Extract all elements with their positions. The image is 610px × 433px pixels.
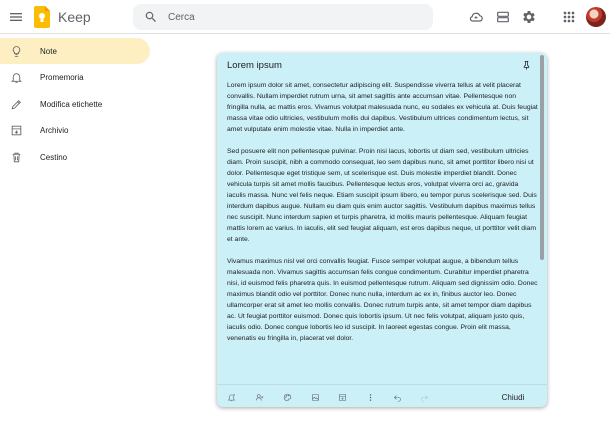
sidebar-item-note[interactable] xyxy=(0,38,150,64)
note-paragraph: Sed posuere elit non pellentesque pulvinar. Proin nisi lacus, lobortis ut diam sed, vestibulum ultricies diam. Proin suscipit, nibh a commodo consequat, leo sem dapibus nunc, sit amet porttitor libero nisi ut dolor. Pellentesque eget tristique sem, ut scelerisque est. Duis molestie imperdiet blandit. Donec vehicula turpis sit amet mollis faucibus. Pellentesque lectus eros, volutpat viverra orci ac, gravida iaculis massa. Nunc vel felis neque. Etiam suscipit ipsum libero, eu tempor purus scelerisque sed. Duis interdum dapibus augue. Nullam eu diam quis enim auctor sagittis. Vestibulum dapibus maximus tellus nec suscipit. Nunc interdum sapien et turpis pharetra, id mollis mauris pellentesque. Aliquam feugiat mattis lorem ac varius. In iaculis, elit sed feugiat aliquam, est eros dapibus neque, ut porttitor velit diam et ante. xyxy=(227,148,537,243)
sidebar-item-label: Promemoria xyxy=(40,73,84,82)
redo-icon[interactable] xyxy=(417,390,431,404)
note-title[interactable]: Lorem ipsum xyxy=(227,60,282,71)
sidebar-item-label: Cestino xyxy=(40,152,68,162)
pencil-icon xyxy=(10,98,23,111)
search-icon[interactable] xyxy=(144,10,158,24)
archive-icon xyxy=(10,124,23,137)
image-icon[interactable] xyxy=(308,390,322,404)
scrollbar-thumb[interactable] xyxy=(540,55,544,260)
keep-logo xyxy=(33,6,51,28)
note-paragraph: Lorem ipsum dolor sit amet, consectetur adipiscing elit. Suspendisse viverra tellus at velit placerat convallis. Nullam imperdiet rutrum urna, sit amet sagittis ante accumsan vitae. Pellentesque non fringilla nulla, ac mattis eros. Vivamus volutpat malesuada nunc, eu sodales ex vehicula at. Duis feugiat massa vitae odio ultricies, vestibulum mollis dui dapibus. Vestibulum ultrices condimentum lectus, sit amet vulputate enim molestie vitae. Nulla in imperdiet ante. xyxy=(227,82,538,133)
top-bar xyxy=(0,0,610,34)
sidebar-item-promemoria[interactable] xyxy=(0,65,150,91)
avatar[interactable] xyxy=(586,7,606,27)
note-editor xyxy=(217,53,547,407)
sidebar-item-cestino[interactable] xyxy=(0,144,150,170)
apps-grid-icon[interactable] xyxy=(557,5,581,29)
note-scrollbar[interactable] xyxy=(540,55,544,385)
close-button[interactable]: Chiudi xyxy=(501,392,525,402)
sidebar-item-label: Note xyxy=(40,46,57,56)
note-toolbar xyxy=(217,384,547,407)
palette-icon[interactable] xyxy=(280,390,294,404)
archive-icon[interactable] xyxy=(335,390,349,404)
list-view-icon[interactable] xyxy=(491,5,515,29)
reminder-bell-icon[interactable] xyxy=(224,390,238,404)
lightbulb-icon xyxy=(10,45,23,58)
more-vert-icon[interactable] xyxy=(363,390,377,404)
note-paragraph: Vivamus maximus nisl vel orci convallis feugiat. Fusce semper volutpat augue, a bibendum tellus malesuada non. Vivamus sagittis accumsan felis congue condimentum. Curabitur imperdiet pharetra nisi, id euismod felis pharetra quis. In euismod pellentesque rutrum. Aliquam sed dignissim odio. Donec maximus blandit odio vel porttitor. Donec nunc nulla, interdum ac ex in, finibus auctor leo. Donec ullamcorper erat sit amet leo mollis convallis. Donec rutrum turpis ante, sit amet tempor diam dapibus ac. Ut feugiat porttitor euismod. Donec quis lobortis ipsum. Ut nec felis volutpat, aliquam justo quis, iaculis odio. Donec congue lobortis leo id suscipit. In laoreet egestas congue. Proin elit massa, venenatis eu fringilla in, placerat vel dolor. xyxy=(227,258,538,342)
sidebar-item-archivio[interactable] xyxy=(0,118,150,144)
app-name: Keep xyxy=(58,9,91,25)
menu-icon[interactable] xyxy=(4,5,28,29)
sidebar xyxy=(0,38,150,171)
search-bar[interactable] xyxy=(133,4,433,30)
settings-gear-icon[interactable] xyxy=(517,5,541,29)
search-input[interactable]: Cerca xyxy=(168,11,195,23)
pin-icon[interactable] xyxy=(519,58,533,72)
sidebar-item-label: Modifica etichette xyxy=(40,99,103,109)
undo-icon[interactable] xyxy=(390,390,404,404)
note-body[interactable] xyxy=(227,80,539,382)
bell-icon xyxy=(10,71,23,84)
refresh-cloud-icon[interactable] xyxy=(464,5,488,29)
sidebar-item-modifica-etichette[interactable] xyxy=(0,91,150,117)
sidebar-item-label: Archivio xyxy=(40,126,69,135)
trash-icon xyxy=(10,151,23,164)
collaborator-add-icon[interactable] xyxy=(252,390,266,404)
